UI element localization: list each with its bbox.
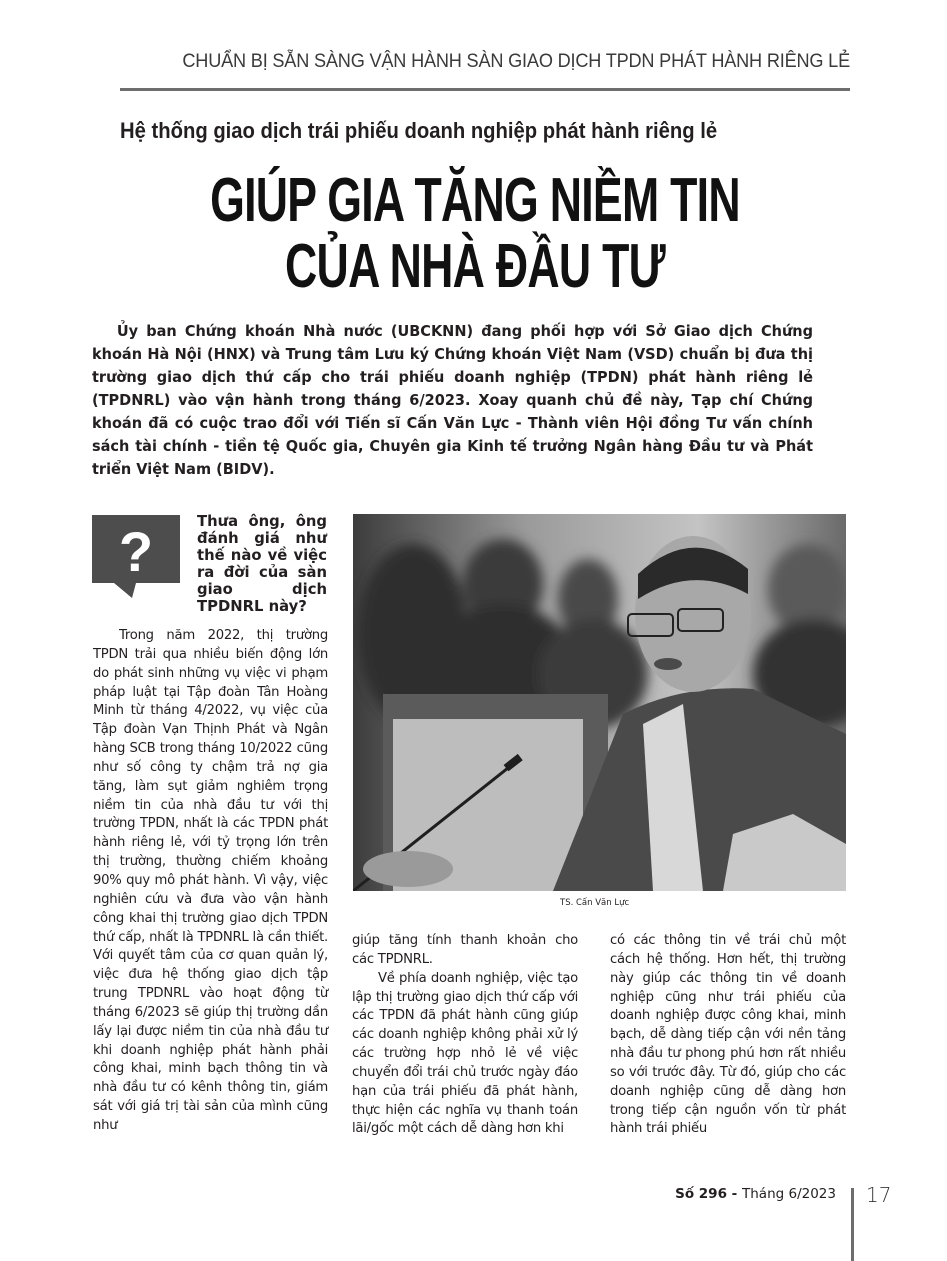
interview-question: Thưa ông, ông đánh giá như thế nào về việc ra đời của sàn giao dịch TPDNRL này? [197, 513, 327, 615]
issue-separator: - [726, 1186, 742, 1202]
headline-line-1: GIÚP GIA TĂNG NIỀM TIN [210, 166, 740, 235]
body-column-2 [352, 932, 578, 1139]
page-number: 17 [866, 1183, 892, 1207]
issue-date: Tháng 6/2023 [742, 1186, 836, 1202]
lead-paragraph: Ủy ban Chứng khoán Nhà nước (UBCKNN) đang phối hợp với Sở Giao dịch Chứng khoán Hà Nội (HNX) và Trung tâm Lưu ký Chứng khoán Việt Nam (VSD) chuẩn bị đưa thị trường giao dịch thứ cấp cho trái phiếu doanh nghiệp (TPDN) phát hành riêng lẻ (TPDNRL) vào vận hành trong tháng 6/2023. Xoay quanh chủ đề này, Tạp chí Chứng khoán đã có cuộc trao đổi với Tiến sĩ Cấn Văn Lực - Thành viên Hội đồng Tư vấn chính sách tài chính - tiền tệ Quốc gia, Chuyên gia Kinh tế trưởng Ngân hàng Đầu tư và Phát triển Việt Nam (BIDV). [92, 322, 814, 478]
body-column-3 [610, 932, 846, 1139]
question-mark-speech-bubble-icon [92, 515, 180, 599]
running-head: CHUẨN BỊ SẴN SÀNG VẬN HÀNH SÀN GIAO DỊCH TPDN PHÁT HÀNH RIÊNG LẺ [182, 50, 850, 72]
body-paragraph: có các thông tin về trái chủ một cách hệ thống. Hơn hết, thị trường này giúp các thông tin về doanh nghiệp cũng như trái phiếu của doanh nghiệp được công khai, minh bạch, dễ dàng tiếp cận với nền tảng nhà đầu tư phong phú hơn rất nhiều so với trước đây. Từ đó, giúp cho các doanh nghiệp cũng dễ dàng hơn trong tiếp cận nguồn vốn từ phát hành trái phiếu [610, 933, 846, 1137]
speaker-photo [353, 514, 846, 891]
photo-caption: TS. Cấn Văn Lực [560, 898, 630, 908]
photo-illustration [353, 514, 846, 891]
headline [205, 168, 745, 300]
header-divider [120, 88, 850, 91]
body-paragraph: giúp tăng tính thanh khoản cho các TPDNRL. [352, 933, 578, 967]
body-column-1 [93, 627, 328, 1136]
footer-divider [851, 1188, 854, 1261]
body-paragraph: Về phía doanh nghiệp, việc tạo lập thị trường giao dịch thứ cấp với các TPDN đã phát hành cũng giúp các doanh nghiệp không phải xử lý các trường hợp nhỏ lẻ về việc chuyển đổi trái chủ trước ngày đáo hạn của trái phiếu đã phát hành, thực hiện các nghĩa vụ thanh toán lãi/gốc một cách dễ dàng hơn khi [352, 970, 578, 1137]
headline-line-2: CỦA NHÀ ĐẦU TƯ [285, 232, 665, 301]
issue-number: Số 296 [675, 1186, 727, 1202]
footer-issue-info [660, 1186, 836, 1202]
svg-text:?: ? [118, 520, 154, 583]
kicker: Hệ thống giao dịch trái phiếu doanh nghiệp phát hành riêng lẻ [120, 118, 718, 143]
body-paragraph: Trong năm 2022, thị trường TPDN trải qua nhiều biến động lớn do phát sinh những vụ việc vi phạm pháp luật tại Tập đoàn Tân Hoàng Minh từ tháng 4/2022, vụ việc của Tập đoàn Vạn Thịnh Phát và Ngân hàng SCB trong tháng 10/2022 cũng như số công ty chậm trả nợ gia tăng, làm sụt giảm nghiêm trọng niềm tin của nhà đầu tư với thị trường TPDN, nhất là các TPDN phát hành riêng lẻ, với tỷ trọng lớn trên thị trường, thường chiếm khoảng 90% quy mô phát hành. Vì vậy, việc nghiên cứu và đưa vào vận hành công khai thị trường giao dịch TPDN thứ cấp, nhất là TPDNRL là cần thiết. Với quyết tâm của cơ quan quản lý, việc đưa hệ thống giao dịch tập trung TPDNRL vào hoạt động từ tháng 6/2023 sẽ giúp thị trường dần lấy lại được niềm tin của nhà đầu tư khi doanh nghiệp phát hành phải công khai, minh bạch thông tin và nhà đầu tư có kênh thông tin, giám sát với giá trị tài sản của mình cũng như [93, 628, 328, 1133]
